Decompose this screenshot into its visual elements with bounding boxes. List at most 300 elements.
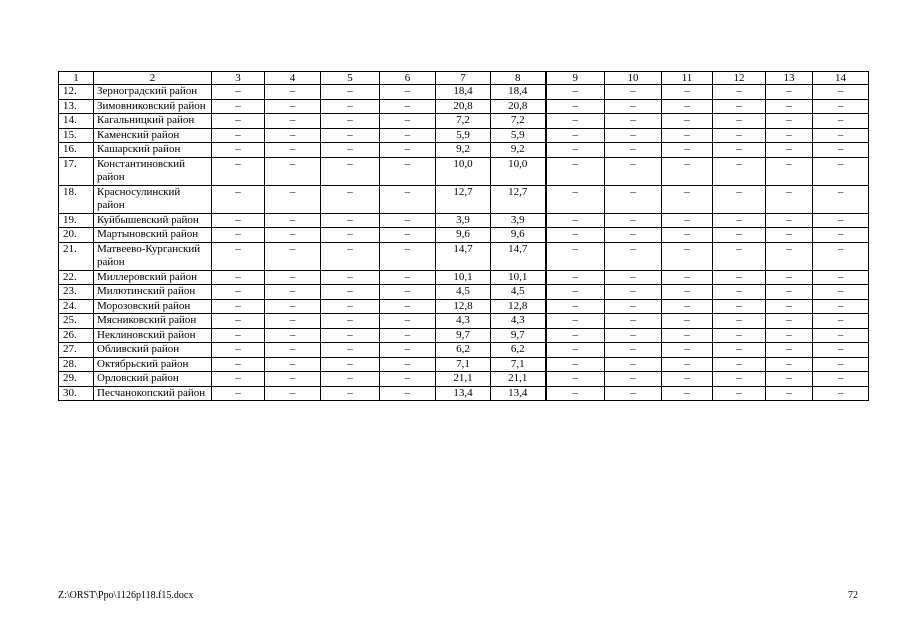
cell-value: – [212,299,265,314]
cell-value: – [813,157,869,185]
cell-value: – [813,143,869,158]
page-number: 72 [848,590,858,601]
cell-value: 12,7 [436,185,491,213]
row-number: 20. [59,228,94,243]
cell-value: – [713,314,766,329]
cell-value: – [662,185,713,213]
cell-value: – [605,372,662,387]
cell-value: – [605,386,662,401]
cell-value: – [321,213,380,228]
cell-value: – [713,114,766,129]
cell-value: – [321,357,380,372]
cell-value: – [212,328,265,343]
row-number: 24. [59,299,94,314]
cell-value: – [766,128,813,143]
table-row [59,185,869,213]
cell-value: – [813,270,869,285]
district-name: Константиновский район [94,157,212,185]
column-header: 6 [380,72,436,85]
cell-value: – [212,386,265,401]
cell-value: – [212,185,265,213]
cell-value: – [813,386,869,401]
cell-value: – [546,128,605,143]
district-name: Миллеровский район [94,270,212,285]
cell-value: – [713,99,766,114]
cell-value: 18,4 [436,85,491,100]
cell-value: – [212,213,265,228]
cell-value: – [605,143,662,158]
cell-value: – [380,386,436,401]
district-name: Мясниковский район [94,314,212,329]
cell-value: 10,1 [436,270,491,285]
footer-file-path: Z:\ORST\Ppo\1126p118.f15.docx [58,590,194,601]
cell-value: 10,1 [491,270,546,285]
cell-value: 4,5 [436,285,491,300]
cell-value: – [766,114,813,129]
cell-value: – [212,343,265,358]
cell-value: – [321,228,380,243]
cell-value: – [212,270,265,285]
cell-value: – [212,285,265,300]
cell-value: – [546,114,605,129]
header-row [59,72,869,85]
district-name: Кашарский район [94,143,212,158]
column-header: 9 [546,72,605,85]
cell-value: 20,8 [436,99,491,114]
cell-value: – [212,114,265,129]
district-name: Обливский район [94,343,212,358]
cell-value: – [605,242,662,270]
cell-value: – [813,128,869,143]
cell-value: – [766,213,813,228]
cell-value: – [212,157,265,185]
cell-value: – [605,85,662,100]
cell-value: – [265,213,321,228]
cell-value: – [662,114,713,129]
cell-value: – [265,343,321,358]
cell-value: 10,0 [436,157,491,185]
row-number: 19. [59,213,94,228]
cell-value: – [546,314,605,329]
cell-value: – [265,228,321,243]
row-number: 22. [59,270,94,285]
cell-value: – [546,143,605,158]
cell-value: – [265,242,321,270]
cell-value: 9,2 [436,143,491,158]
cell-value: – [546,386,605,401]
row-number: 13. [59,99,94,114]
cell-value: – [766,228,813,243]
cell-value: 4,5 [491,285,546,300]
cell-value: – [321,328,380,343]
column-header: 7 [436,72,491,85]
cell-value: – [546,228,605,243]
cell-value: 14,7 [436,242,491,270]
row-number: 27. [59,343,94,358]
cell-value: – [766,328,813,343]
cell-value: – [321,185,380,213]
district-name: Зимовниковский район [94,99,212,114]
cell-value: – [380,299,436,314]
cell-value: – [212,242,265,270]
cell-value: – [380,143,436,158]
cell-value: – [662,128,713,143]
column-header: 3 [212,72,265,85]
cell-value: – [813,343,869,358]
cell-value: – [546,270,605,285]
cell-value: – [813,328,869,343]
cell-value: – [265,386,321,401]
cell-value: – [813,85,869,100]
cell-value: – [605,157,662,185]
cell-value: – [380,372,436,387]
column-header: 2 [94,72,212,85]
district-name: Зерноградский район [94,85,212,100]
cell-value: 3,9 [436,213,491,228]
cell-value: – [546,242,605,270]
table-row [59,386,869,401]
table-row [59,85,869,100]
cell-value: – [605,99,662,114]
cell-value: – [713,328,766,343]
cell-value: – [662,99,713,114]
row-number: 12. [59,85,94,100]
cell-value: – [813,114,869,129]
cell-value: – [380,128,436,143]
table-row [59,285,869,300]
cell-value: – [766,99,813,114]
cell-value: – [321,143,380,158]
cell-value: – [380,242,436,270]
cell-value: – [813,285,869,300]
cell-value: – [662,299,713,314]
cell-value: – [662,242,713,270]
cell-value: – [713,285,766,300]
cell-value: 7,2 [491,114,546,129]
table-row [59,270,869,285]
cell-value: – [605,343,662,358]
cell-value: – [605,114,662,129]
cell-value: – [212,372,265,387]
cell-value: – [546,157,605,185]
cell-value: 3,9 [491,213,546,228]
cell-value: – [321,343,380,358]
table-row [59,242,869,270]
cell-value: – [321,99,380,114]
column-header: 14 [813,72,869,85]
cell-value: 9,6 [436,228,491,243]
cell-value: – [265,99,321,114]
district-name: Красносулинский район [94,185,212,213]
cell-value: – [380,285,436,300]
cell-value: 12,7 [491,185,546,213]
cell-value: – [265,328,321,343]
cell-value: – [212,314,265,329]
row-number: 18. [59,185,94,213]
cell-value: – [212,228,265,243]
cell-value: – [265,128,321,143]
cell-value: 9,7 [436,328,491,343]
district-name: Орловский район [94,372,212,387]
row-number: 25. [59,314,94,329]
row-number: 14. [59,114,94,129]
cell-value: – [546,99,605,114]
cell-value: – [813,357,869,372]
cell-value: – [813,185,869,213]
table-row [59,314,869,329]
cell-value: – [546,343,605,358]
column-header: 13 [766,72,813,85]
cell-value: – [713,157,766,185]
cell-value: – [212,357,265,372]
cell-value: – [662,372,713,387]
cell-value: – [766,343,813,358]
cell-value: – [265,314,321,329]
cell-value: – [265,270,321,285]
row-number: 21. [59,242,94,270]
row-number: 17. [59,157,94,185]
cell-value: – [813,372,869,387]
cell-value: – [713,213,766,228]
cell-value: 7,2 [436,114,491,129]
cell-value: – [662,270,713,285]
cell-value: – [766,143,813,158]
cell-value: 12,8 [491,299,546,314]
cell-value: – [605,128,662,143]
table-row [59,372,869,387]
cell-value: – [813,228,869,243]
cell-value: – [380,314,436,329]
district-name: Морозовский район [94,299,212,314]
cell-value: – [766,85,813,100]
cell-value: 21,1 [436,372,491,387]
cell-value: 13,4 [436,386,491,401]
cell-value: – [212,99,265,114]
table-row [59,99,869,114]
cell-value: – [265,285,321,300]
cell-value: – [212,128,265,143]
cell-value: 5,9 [491,128,546,143]
row-number: 26. [59,328,94,343]
cell-value: 9,2 [491,143,546,158]
cell-value: – [713,242,766,270]
cell-value: – [713,85,766,100]
district-name: Кагальницкий район [94,114,212,129]
cell-value: – [713,270,766,285]
cell-value: – [662,328,713,343]
cell-value: – [605,185,662,213]
cell-value: – [380,85,436,100]
cell-value: – [662,285,713,300]
row-number: 16. [59,143,94,158]
cell-value: – [321,314,380,329]
cell-value: – [321,128,380,143]
cell-value: – [713,357,766,372]
cell-value: – [265,357,321,372]
cell-value: – [380,99,436,114]
cell-value: – [605,270,662,285]
column-header: 11 [662,72,713,85]
cell-value: – [766,357,813,372]
column-header: 4 [265,72,321,85]
cell-value: – [766,285,813,300]
cell-value: – [605,285,662,300]
cell-value: – [265,372,321,387]
row-number: 15. [59,128,94,143]
cell-value: 4,3 [436,314,491,329]
cell-value: – [662,314,713,329]
cell-value: – [546,185,605,213]
cell-value: – [713,372,766,387]
cell-value: – [546,372,605,387]
cell-value: – [662,157,713,185]
column-header: 1 [59,72,94,85]
cell-value: – [713,185,766,213]
cell-value: – [662,85,713,100]
cell-value: – [766,242,813,270]
cell-value: – [662,228,713,243]
cell-value: – [380,114,436,129]
cell-value: 13,4 [491,386,546,401]
cell-value: – [321,285,380,300]
cell-value: – [766,386,813,401]
cell-value: 6,2 [436,343,491,358]
cell-value: – [265,185,321,213]
cell-value: 5,9 [436,128,491,143]
cell-value: – [662,386,713,401]
row-number: 30. [59,386,94,401]
table-row [59,213,869,228]
cell-value: – [321,242,380,270]
table-row [59,343,869,358]
row-number: 28. [59,357,94,372]
table-row [59,299,869,314]
cell-value: 6,2 [491,343,546,358]
data-table [58,71,869,401]
cell-value: 14,7 [491,242,546,270]
row-number: 29. [59,372,94,387]
cell-value: – [380,328,436,343]
cell-value: – [813,299,869,314]
cell-value: – [605,357,662,372]
district-name: Мартыновский район [94,228,212,243]
cell-value: – [813,314,869,329]
column-header: 8 [491,72,546,85]
table-row [59,114,869,129]
district-name: Милютинский район [94,285,212,300]
cell-value: – [212,85,265,100]
cell-value: – [546,213,605,228]
cell-value: 9,7 [491,328,546,343]
cell-value: 21,1 [491,372,546,387]
cell-value: – [766,314,813,329]
cell-value: 10,0 [491,157,546,185]
cell-value: – [766,299,813,314]
cell-value: – [713,386,766,401]
district-name: Песчанокопский район [94,386,212,401]
cell-value: – [212,143,265,158]
cell-value: – [546,285,605,300]
cell-value: – [546,357,605,372]
cell-value: – [546,85,605,100]
cell-value: – [265,114,321,129]
district-name: Матвеево-Курганский район [94,242,212,270]
cell-value: – [605,213,662,228]
cell-value: – [662,357,713,372]
district-name: Куйбышевский район [94,213,212,228]
cell-value: – [321,386,380,401]
cell-value: – [713,228,766,243]
cell-value: – [766,185,813,213]
cell-value: – [546,299,605,314]
row-number: 23. [59,285,94,300]
cell-value: – [380,270,436,285]
column-header: 5 [321,72,380,85]
cell-value: 12,8 [436,299,491,314]
cell-value: – [605,299,662,314]
cell-value: – [265,157,321,185]
cell-value: – [380,213,436,228]
cell-value: – [605,328,662,343]
column-header: 12 [713,72,766,85]
cell-value: – [813,99,869,114]
cell-value: – [662,213,713,228]
table-row [59,128,869,143]
cell-value: – [265,85,321,100]
district-name: Каменский район [94,128,212,143]
cell-value: – [380,157,436,185]
cell-value: – [321,299,380,314]
cell-value: – [713,143,766,158]
cell-value: – [546,328,605,343]
column-header: 10 [605,72,662,85]
cell-value: 20,8 [491,99,546,114]
cell-value: – [380,343,436,358]
cell-value: – [713,128,766,143]
cell-value: 18,4 [491,85,546,100]
district-name: Октябрьский район [94,357,212,372]
cell-value: – [321,85,380,100]
cell-value: – [766,157,813,185]
cell-value: – [713,299,766,314]
table-body [59,72,869,401]
cell-value: – [605,228,662,243]
cell-value: – [713,343,766,358]
cell-value: – [766,372,813,387]
cell-value: – [380,228,436,243]
cell-value: 9,6 [491,228,546,243]
cell-value: 7,1 [491,357,546,372]
cell-value: – [380,357,436,372]
cell-value: 4,3 [491,314,546,329]
table-row [59,357,869,372]
cell-value: – [813,242,869,270]
table-row [59,143,869,158]
cell-value: – [813,213,869,228]
cell-value: – [766,270,813,285]
cell-value: – [321,157,380,185]
table-row [59,157,869,185]
cell-value: – [321,114,380,129]
cell-value: – [380,185,436,213]
cell-value: – [265,299,321,314]
cell-value: – [321,372,380,387]
district-name: Неклиновский район [94,328,212,343]
cell-value: – [321,270,380,285]
cell-value: 7,1 [436,357,491,372]
cell-value: – [662,343,713,358]
table-row [59,328,869,343]
